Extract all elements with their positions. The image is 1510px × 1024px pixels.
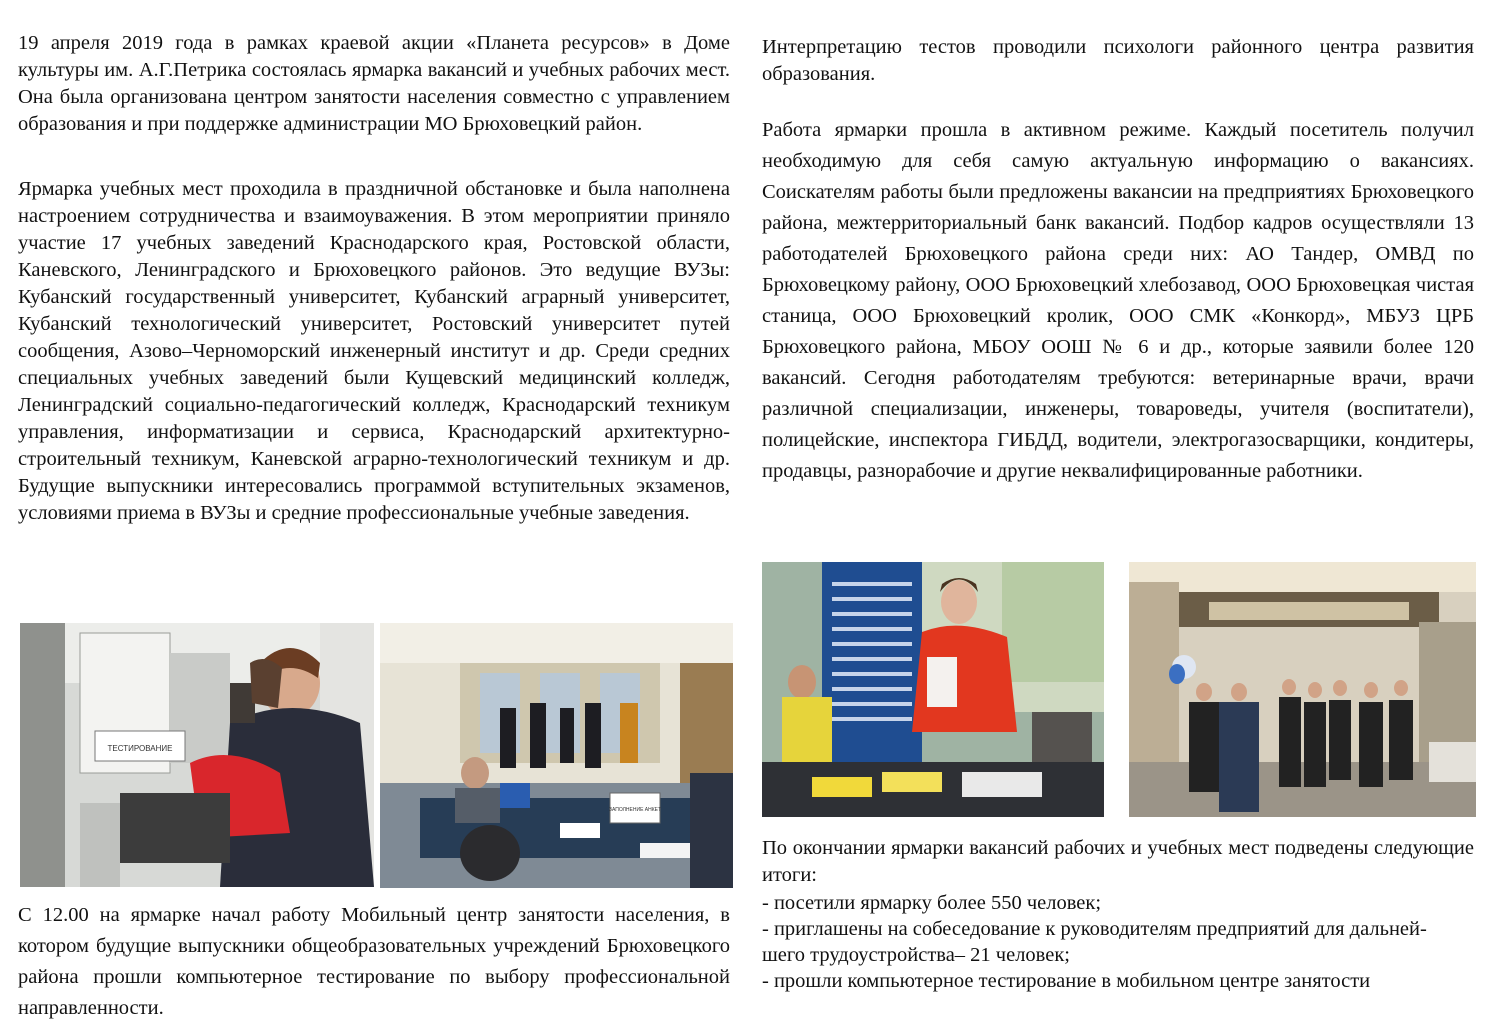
results-item: - посетили ярмарку более 550 человек; (762, 892, 1102, 914)
left-paragraph-3: С 12.00 на ярмарке начал работу Мобильный центр занятости населения, в котором будущие выпускники общеобразовательных учреждений Брюховецкого района прошли компьютерное тестирование по выбору профессиональной направленности. (18, 904, 730, 1019)
photo-mobile-testing (20, 623, 374, 887)
results-item: - прошли компьютерное тестирование в мобильном центре занятости (762, 970, 1371, 992)
right-paragraph-2: Работа ярмарки прошла в активном режиме. Каждый посетитель получил необходимую для себя самую актуальную информацию о вакансиях. Соискателям работы были предложены вакансии на предприятиях Брюховецкого района, межтерриториальный банк вакансий. Подбор кадров осуществляли 13 работодателей Брюховецкого района среди них: АО Тандер, ОМВД по Брюховецкому району, ООО Брюховецкий хлебозавод, ООО Брюховецкая чистая станица, ООО Брюховецкий кролик, ООО СМК «Конкорд», МБУЗ ЦРБ Брюховецкого района, МБОУ ООШ № 6 и др., которые заявили более 120 вакансий. Сегодня работодателям требуются: ветеринарные врачи, врачи различной специализации, инженеры, товароведы, учителя (воспитатели), полицейские, инспектора ГИБДД, водители, электрогазосварщики, кондитеры, продавцы, разнорабочие и другие неквалифицированные работники. (762, 119, 1474, 482)
left-paragraph-1: 19 апреля 2019 года в рамках краевой акции «Планета ресурсов» в Доме культуры им. А.Г.Петрика состоялась ярмарка вакансий и учебных рабочих мест. Она была организована центром занятости населения совместно с управлением образования и при поддержке администрации МО Брюховецкий район. (18, 32, 730, 135)
right-paragraph-1: Интерпретацию тестов проводили психологи районного центра развития образования. (762, 36, 1474, 85)
right-paragraph-3: По окончании ярмарки вакансий рабочих и учебных мест подведены следующие итоги: (762, 837, 1474, 886)
questionnaire-sign: ЗАПОЛНЕНИЕ АНКЕТ (608, 807, 662, 813)
photo-fair-hall (380, 623, 733, 888)
results-item: - приглашены на собеседование к руководителям предприятий для дальней- (762, 918, 1427, 940)
results-item: шего трудоустройства– 21 человек; (762, 944, 1071, 966)
photo-visitors-hall (1129, 562, 1476, 817)
testing-sign: ТЕСТИРОВАНИЕ (107, 744, 173, 753)
photo-employer-stand (762, 562, 1104, 817)
left-paragraph-2: Ярмарка учебных мест проходила в праздничной обстановке и была наполнена настроением сотрудничества и взаимоуважения. В этом мероприятии приняло участие 17 учебных заведений Краснодарского края, Ростовской области, Каневского, Ленинградского и Брюховецкого районов. Это ведущие ВУЗы: Кубанский государственный университет, Кубанский аграрный университет, Кубанский технологический университет, Ростовский университет путей сообщения, Азово–Черноморский инженерный институт и др. Среди средних специальных учебных заведений были Кущевский медицинский колледж, Ленинградский социально-педагогический колледж, Краснодарский техникум управления, информатизации и сервиса, Краснодарский архитектурно-строительный техникум, Каневской аграрно-технологический техникум и др. Будущие выпускники интересовались программой вступительных экзаменов, условиями приема в ВУЗы и средние профессиональные учебные заведения. (18, 178, 730, 524)
results-list (762, 890, 1474, 994)
